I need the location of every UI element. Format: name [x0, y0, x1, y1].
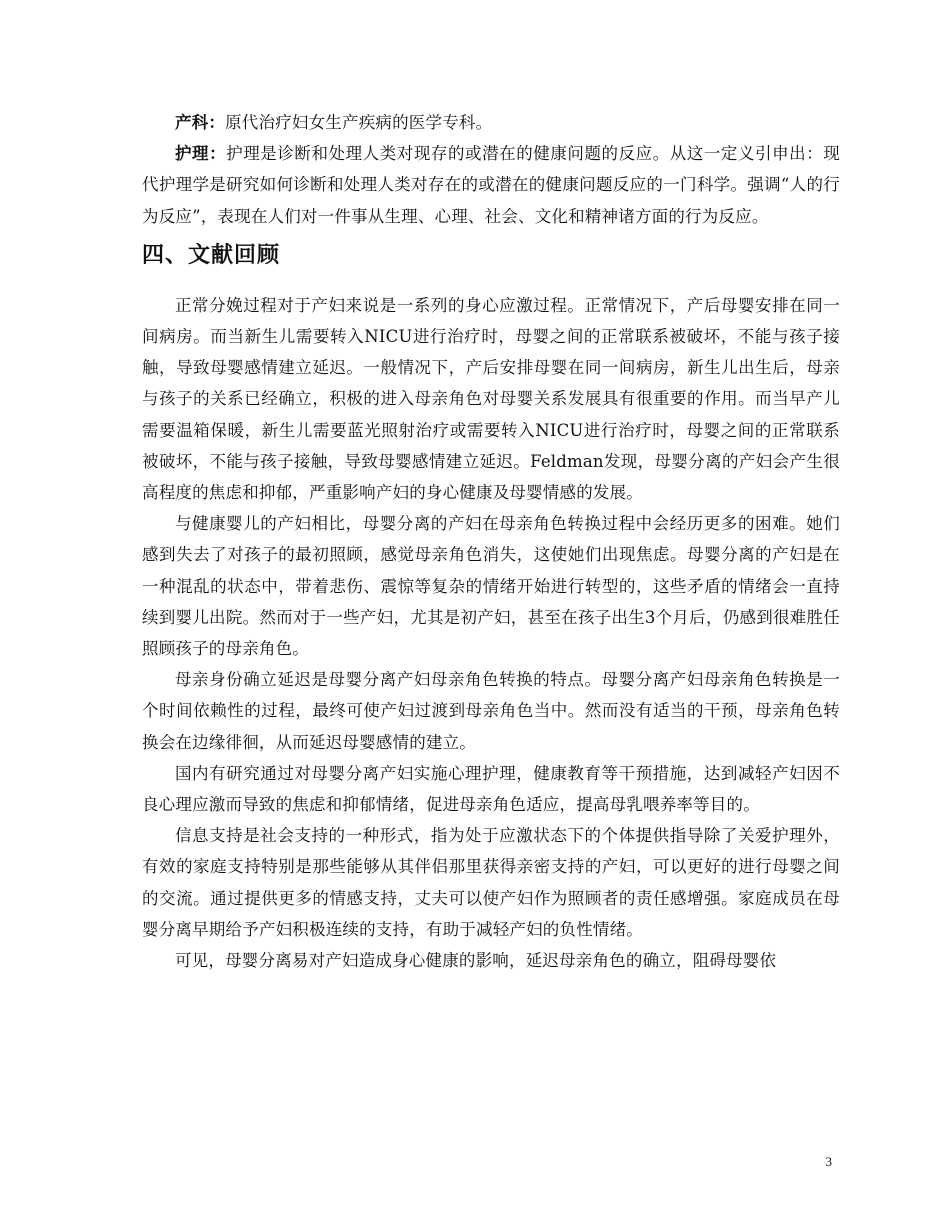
- body-paragraph: 信息支持是社会支持的一种形式，指为处于应激状态下的个体提供指导除了关爱护理外，有效的家庭支持特别是那些能够从其伴侣那里获得亲密支持的产妇，可以更好的进行母婴之间的交流。通过提供更多的情感支持，丈夫可以使产妇作为照顾者的责任感增强。家庭成员在母婴分离早期给予产妇积极连续的支持，有助于减轻产妇的负性情绪。: [142, 826, 840, 939]
- definition-term: 产科：: [175, 113, 226, 132]
- definition-text: 原代治疗妇女生产疾病的医学专科。: [225, 113, 493, 132]
- definition-nursing: [142, 138, 840, 232]
- body-paragraph: 可见，母婴分离易对产妇造成身心健康的影响，延迟母亲角色的确立，阻碍母婴依: [175, 951, 777, 971]
- body-paragraph: 母亲身份确立延迟是母婴分离产妇母亲角色转换的特点。母婴分离产妇母亲角色转换是一个时间依赖性的过程，最终可使产妇过渡到母亲角色当中。然而没有适当的干预，母亲角色转换会在边缘徘徊，从而延迟母婴感情的建立。: [142, 670, 840, 752]
- body-paragraph: 与健康婴儿的产妇相比，母婴分离的产妇在母亲角色转换过程中会经历更多的困难。她们感到失去了对孩子的最初照顾，感觉母亲角色消失，这使她们出现焦虑。母婴分离的产妇是在一种混乱的状态中，带着悲伤、震惊等复杂的情绪开始进行转型的，这些矛盾的情绪会一直持续到婴儿出院。然而对于一些产妇，尤其是初产妇，甚至在孩子出生3个月后，仍感到很难胜任照顾孩子的母亲角色。: [142, 514, 840, 659]
- definition-obstetrics: [142, 107, 840, 138]
- body-paragraph: 正常分娩过程对于产妇来说是一系列的身心应激过程。正常情况下，产后母婴安排在同一间病房。而当新生儿需要转入NICU进行治疗时，母婴之间的正常联系被破坏，不能与孩子接触，导致母婴感情建立延迟。一般情况下，产后安排母婴在同一间病房，新生儿出生后，母亲与孩子的关系已经确立，积极的进入母亲角色对母婴关系发展具有很重要的作用。而当早产儿需要温箱保暖，新生儿需要蓝光照射治疗或需要转入NICU进行治疗时，母婴之间的正常联系被破坏，不能与孩子接触，导致母婴感情建立延迟。Feldman发现，母婴分离的产妇会产生很高程度的焦虑和抑郁，严重影响产妇的身心健康及母婴情感的发展。: [142, 295, 840, 503]
- body-paragraph: 国内有研究通过对母婴分离产妇实施心理护理，健康教育等干预措施，达到减轻产妇因不良心理应激而导致的焦虑和抑郁情绪，促进母亲角色适应，提高母乳喂养率等目的。: [142, 763, 840, 815]
- definition-term: 护理：: [175, 144, 227, 164]
- page-number: 3: [825, 1154, 832, 1169]
- section-heading: 四、文献回顾: [142, 242, 281, 268]
- page-content: [142, 107, 840, 976]
- definition-text: 护理是诊断和处理人类对现存的或潜在的健康问题的反应。从这一定义引申出：现代护理学是研究如何诊断和处理人类对存在的或潜在的健康问题反应的一门科学。强调“人的行为反应”，表现在人们对一件事从生理、心理、社会、文化和精神诸方面的行为反应。: [142, 144, 840, 226]
